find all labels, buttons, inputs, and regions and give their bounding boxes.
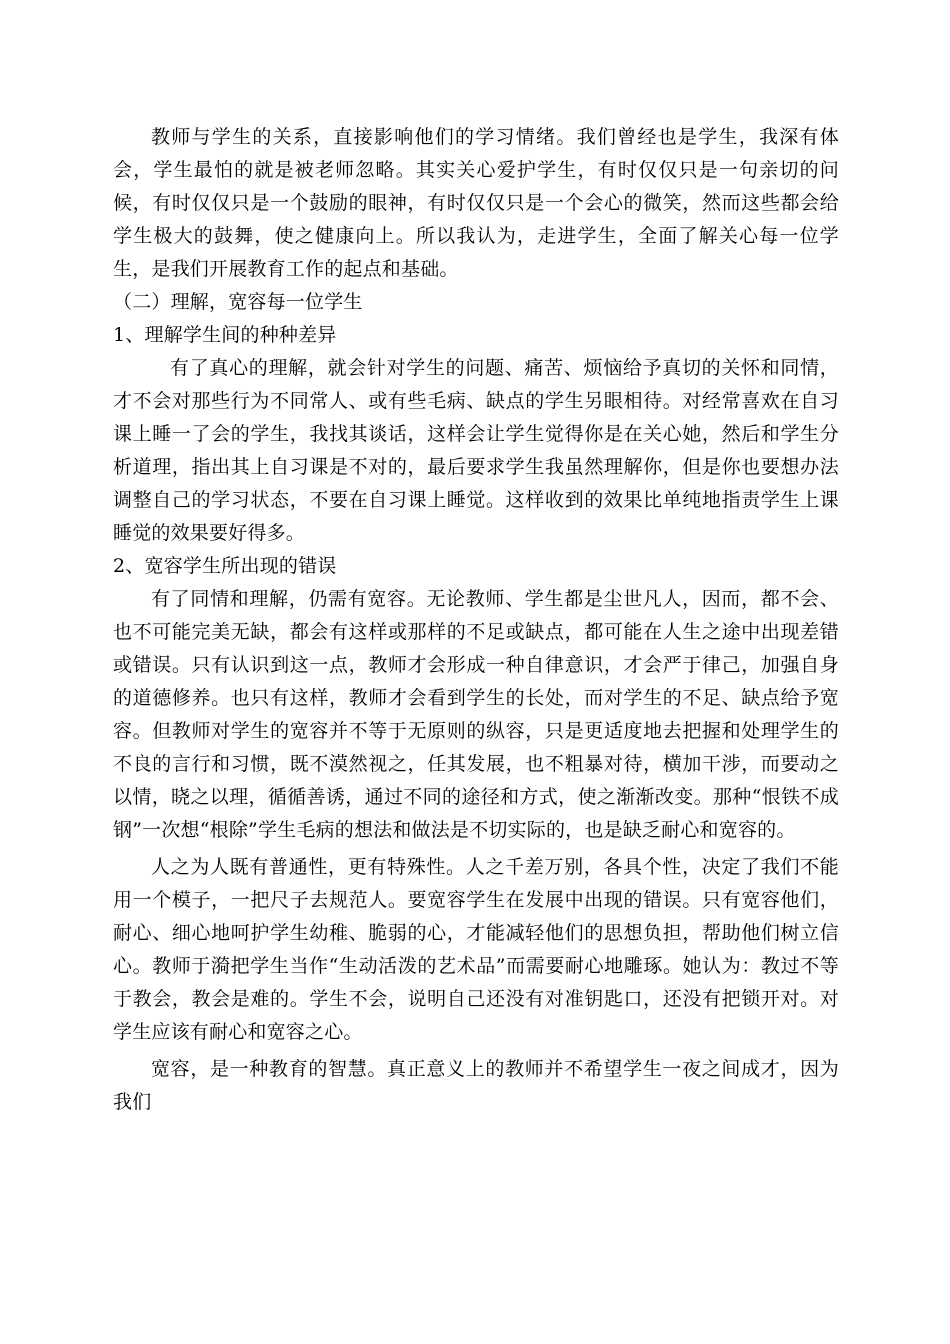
document-body — [113, 121, 839, 1119]
paragraph-tolerance-wisdom: 宽容，是一种教育的智慧。真正意义上的教师并不希望学生一夜之间成才，因为我们 — [113, 1058, 839, 1113]
paragraph-individuality: 人之为人既有普通性，更有特殊性。人之千差万别，各具个性，决定了我们不能用一个模子，一把尺子去规范人。要宽容学生在发展中出现的错误。只有宽容他们，耐心、细心地呵护学生幼稚、脆弱的心，才能减轻他们的思想负担，帮助他们树立信心。教师于漪把学生当作“生动活泼的艺术品”而需要耐心地雕琢。她认为：教过不等于教会，教会是难的。学生不会，说明自己还没有对准钥匙口，还没有把锁开对。对学生应该有耐心和宽容之心。 — [113, 856, 839, 1043]
section-heading-understanding-tolerance: （二）理解，宽容每一位学生 — [113, 291, 363, 313]
paragraph-true-understanding: 有了真心的理解，就会针对学生的问题、痛苦、烦恼给予真切的关怀和同情，才不会对那些行为不同常人、或有些毛病、缺点的学生另眼相待。对经常喜欢在自习课上睡一了会的学生，我找其谈话，这样会让学生觉得你是在关心她，然后和学生分析道理，指出其上自习课是不对的，最后要求学生我虽然理解你，但是你也要想办法调整自己的学习状态，不要在自习课上睡觉。这样收到的效果比单纯地指责学生上课睡觉的效果要好得多。 — [113, 357, 839, 544]
paragraph-teacher-student-relationship: 教师与学生的关系，直接影响他们的学习情绪。我们曾经也是学生，我深有体会，学生最怕的就是被老师忽略。其实关心爱护学生，有时仅仅只是一句亲切的问候，有时仅仅只是一个鼓励的眼神，有时仅仅只是一个会心的微笑，然而这些都会给学生极大的鼓舞，使之健康向上。所以我认为，走进学生，全面了解关心每一位学生，是我们开展教育工作的起点和基础。 — [113, 126, 839, 280]
subheading-understand-differences: 1、理解学生间的种种差异 — [113, 324, 337, 346]
subheading-tolerate-mistakes: 2、宽容学生所出现的错误 — [113, 555, 337, 577]
paragraph-sympathy-and-tolerance: 有了同情和理解，仍需有宽容。无论教师、学生都是尘世凡人，因而，都不会、也不可能完美无缺，都会有这样或那样的不足或缺点，都可能在人生之途中出现差错或错误。只有认识到这一点，教师才会形成一种自律意识，才会严于律己，加强自身的道德修养。也只有这样，教师才会看到学生的长处，而对学生的不足、缺点给予宽容。但教师对学生的宽容并不等于无原则的纵容，只是更适度地去把握和处理学生的不良的言行和习惯，既不漠然视之，任其发展，也不粗暴对待，横加干涉，而要动之以情，晓之以理，循循善诱，通过不同的途径和方式，使之渐渐改变。那种“恨铁不成钢”一次想“根除”学生毛病的想法和做法是不切实际的，也是缺乏耐心和宽容的。 — [113, 588, 839, 841]
